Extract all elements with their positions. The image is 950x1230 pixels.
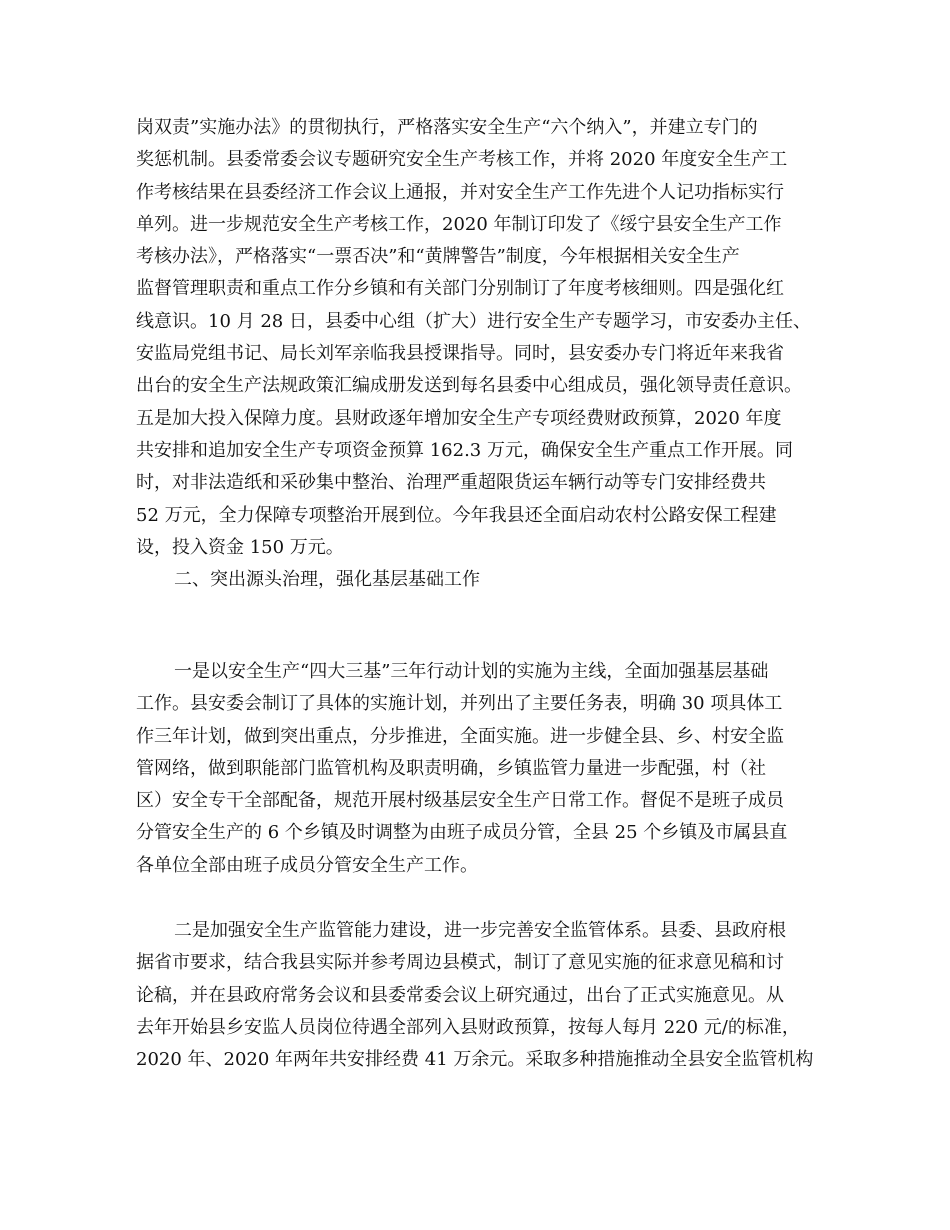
text-line: 作考核结果在县委经济工作会议上通报，并对安全生产工作先进个人记功指标实行 bbox=[136, 181, 784, 203]
paragraph-block-2 bbox=[136, 656, 836, 882]
text-line: 区）安全专干全部配备，规范开展村级基层安全生产日常工作。督促不是班子成员 bbox=[136, 790, 784, 812]
text-line: 作三年计划，做到突出重点，分步推进，全面实施。进一步健全县、乡、村安全监 bbox=[136, 725, 784, 747]
text-line: 2020 年、2020 年两年共安排经费 41 万余元。采取多种措施推动全县安全监管机构 bbox=[136, 1049, 814, 1071]
text-line: 据省市要求，结合我县实际并参考周边县模式，制订了意见实施的征求意见稿和讨 bbox=[136, 952, 784, 974]
text-line: 去年开始县乡安监人员岗位待遇全部列入县财政预算，按每人每月 220 元/的标准， bbox=[136, 1016, 800, 1038]
text-line: 五是加大投入保障力度。县财政逐年增加安全生产专项经费财政预算，2020 年度 bbox=[136, 407, 782, 429]
text-line: 二是加强安全生产监管能力建设，进一步完善安全监管体系。县委、县政府根 bbox=[174, 920, 786, 941]
paragraph-block-3 bbox=[136, 915, 836, 1076]
text-line: 时，对非法造纸和采砂集中整治、治理严重超限货运车辆行动等专门安排经费共 bbox=[136, 472, 766, 494]
text-line: 共安排和追加安全生产专项资金预算 162.3 万元，确保安全生产重点工作开展。同 bbox=[136, 439, 793, 461]
text-line: 论稿，并在县政府常务会议和县委常委会议上研究通过，出台了正式实施意见。从 bbox=[136, 984, 784, 1006]
text-line: 设，投入资金 150 万元。 bbox=[136, 536, 344, 558]
text-line: 奖惩机制。县委常委会议专题研究安全生产考核工作，并将 2020 年度安全生产工 bbox=[136, 149, 788, 171]
text-line: 分管安全生产的 6 个乡镇及时调整为由班子成员分管，全县 25 个乡镇及市属县直 bbox=[136, 822, 788, 844]
text-line: 工作。县安委会制订了具体的实施计划，并列出了主要任务表，明确 30 项具体工 bbox=[136, 693, 783, 715]
text-line: 单列。进一步规范安全生产考核工作，2020 年制订印发了《绥宁县安全生产工作 bbox=[136, 213, 782, 235]
text-line: 管网络，做到职能部门监管机构及职责明确，乡镇监管力量进一步配强，村（社 bbox=[136, 757, 766, 779]
text-line: 岗双责”实施办法》的贯彻执行，严格落实安全生产“六个纳入”，并建立专门的 bbox=[136, 117, 758, 138]
text-line: 考核办法》，严格落实“一票否决”和“黄牌警告”制度，今年根据相关安全生产 bbox=[136, 246, 740, 268]
text-line: 线意识。10 月 28 日，县委中心组（扩大）进行安全生产专题学习，市安委办主任、 bbox=[136, 310, 811, 332]
text-line: 52 万元，全力保障专项整治开展到位。今年我县还全面启动农村公路安保工程建 bbox=[136, 504, 777, 526]
paragraph-block-1 bbox=[136, 112, 836, 596]
text-line: 一是以安全生产“四大三基”三年行动计划的实施为主线，全面加强基层基础 bbox=[174, 661, 769, 682]
text-line: 出台的安全生产法规政策汇编成册发送到每名县委中心组成员，强化领导责任意识。 bbox=[136, 375, 802, 397]
text-line: 监督管理职责和重点工作分乡镇和有关部门分别制订了年度考核细则。四是强化红 bbox=[136, 278, 784, 300]
text-line: 各单位全部由班子成员分管安全生产工作。 bbox=[136, 854, 478, 876]
text-line: 安监局党组书记、局长刘军亲临我县授课指导。同时，县安委办专门将近年来我省 bbox=[136, 343, 784, 365]
section-heading: 二、突出源头治理，强化基层基础工作 bbox=[174, 569, 480, 591]
